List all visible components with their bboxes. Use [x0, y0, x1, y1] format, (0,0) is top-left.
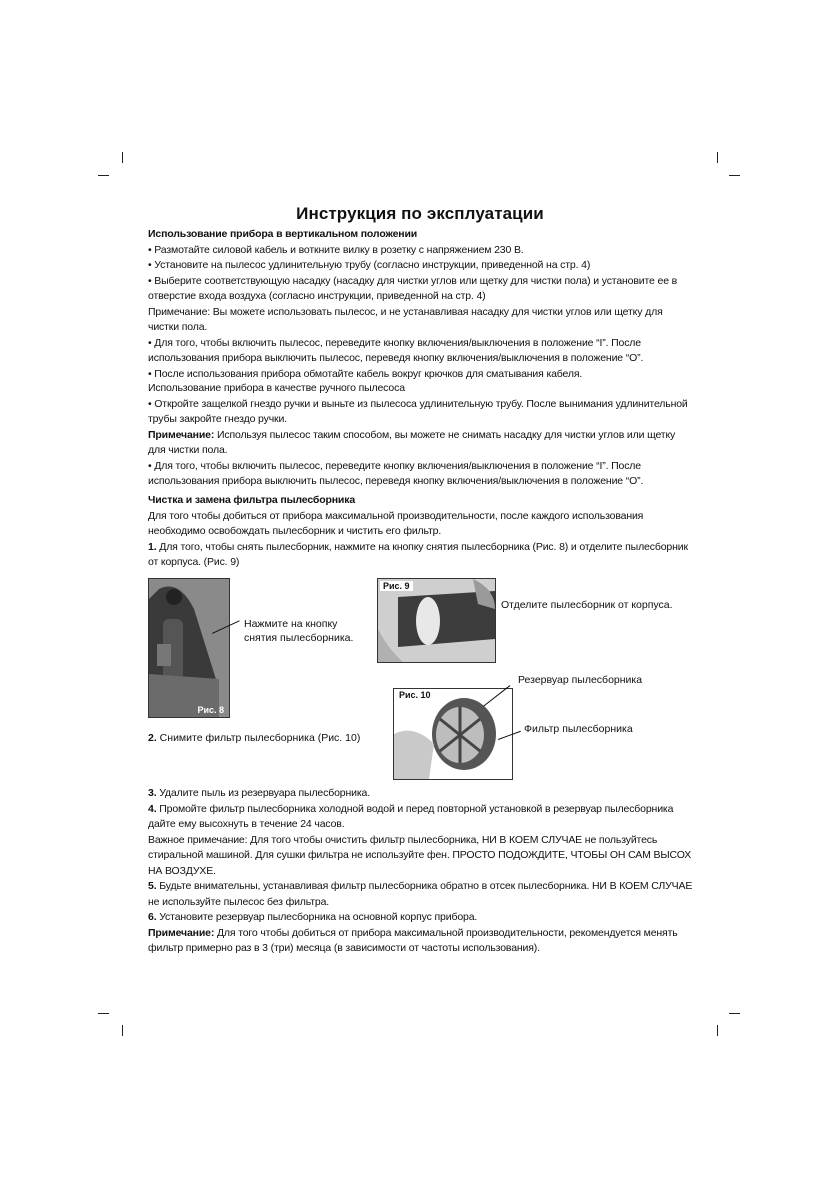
step-2: [148, 731, 378, 745]
step-number: 4.: [148, 802, 157, 815]
step-text: Для того, чтобы снять пылесборник, нажмите на кнопку снятия пылесборника (Рис. 8) и отделите пылесборник от корпуса. (Рис. 9): [148, 540, 688, 568]
crop-mark: [98, 1013, 109, 1014]
paragraph: Примечание: Вы можете использовать пылесос, и не устанавливая насадку для чистки углов или щетку для чистки пола.: [148, 305, 663, 333]
section-steps: [148, 786, 693, 957]
figure-9-image: [377, 578, 496, 663]
paragraph: • Размотайте силовой кабель и воткните вилку в розетку с напряжением 230 В.: [148, 243, 524, 256]
step-text: Снимите фильтр пылесборника (Рис. 10): [156, 732, 361, 744]
crop-mark: [98, 175, 109, 176]
paragraph: [148, 926, 693, 957]
crop-mark: [729, 1013, 740, 1014]
figure-8-image: [148, 578, 230, 718]
step-text: Удалите пыль из резервуара пылесборника.: [156, 787, 370, 799]
section-upright-use: [148, 227, 693, 382]
crop-mark: [729, 175, 740, 176]
figure-9-callout: Отделите пылесборник от корпуса.: [501, 599, 673, 611]
paragraph: • Откройте защелкой гнездо ручки и выньте из пылесоса удлинительную трубу. После вынимания удлинительной трубы закройте гнездо ручки.: [148, 397, 688, 425]
paragraph: [148, 879, 693, 910]
paragraph: Важное примечание: Для того чтобы очистить фильтр пылесборника, НИ В КОЕМ СЛУЧАЕ не пользуйтесь стиральной машиной. Для сушки фильтра не используйте фен. ПРОСТО ПОДОЖДИТЕ, ЧТОБЫ ОН САМ ВЫСОХ НА ВОЗДУХЕ.: [148, 833, 692, 877]
paragraph: [148, 786, 693, 802]
crop-mark: [122, 1025, 123, 1036]
figure-8-callout: Нажмите на кнопку снятия пылесборника.: [244, 618, 354, 644]
page-title: Инструкция по эксплуатации: [296, 204, 544, 223]
step-text: Будьте внимательны, устанавливая фильтр пылесборника обратно в отсек пылесборника. НИ В КОЕМ СЛУЧАЕ не используйте пылесос без фильтра.: [148, 880, 693, 908]
step-text: Установите резервуар пылесборника на основной корпус прибора.: [156, 911, 478, 923]
paragraph: • После использования прибора обмотайте кабель вокруг крючков для сматывания кабеля.: [148, 367, 583, 380]
paragraph: • Для того, чтобы включить пылесос, переведите кнопку включения/выключения в положение “I”. После использования прибора выключить пылесос, переведя кнопку включения/выключения в положение “O”.: [148, 336, 644, 364]
dust-container-illustration: [378, 579, 495, 662]
crop-mark: [122, 152, 123, 163]
figure-label: Рис. 8: [197, 705, 224, 715]
paragraph: • Выберите соответствующую насадку (насадку для чистки углов или щетку для чистки пола) и установите ее в отверстие входа воздуха (согласно инструкции, приведенной на стр. 4): [148, 274, 678, 302]
step-number: 3.: [148, 787, 157, 799]
paragraph: • Установите на пылесос удлинительную трубу (согласно инструкции, приведенной на стр. 4): [148, 259, 591, 271]
crop-mark: [717, 152, 718, 163]
section-filter-cleaning: [148, 493, 693, 571]
paragraph: • Для того, чтобы включить пылесос, переведите кнопку включения/выключения в положение “I”. После использования прибора выключить пылесос, переведя кнопку включения/выключения в положение “O”.: [148, 459, 644, 487]
vacuum-side-illustration: [149, 579, 229, 717]
note-label: Примечание:: [148, 428, 215, 441]
note-label: Примечание:: [148, 926, 215, 939]
section-handheld-use: [148, 381, 693, 490]
note-text: Используя пылесос таким способом, вы можете не снимать насадку для чистки углов или щетку для чистки пола.: [148, 428, 676, 456]
figure-label: Рис. 9: [380, 581, 413, 591]
section-heading: Чистка и замена фильтра пылесборника: [148, 494, 356, 506]
section-heading: Использование прибора в качестве ручного пылесоса: [148, 382, 405, 394]
figure-10-image: [393, 688, 513, 780]
figure-10-callout-filter: Фильтр пылесборника: [524, 723, 633, 735]
filter-illustration: [394, 689, 512, 779]
paragraph: [148, 802, 693, 833]
paragraph: [148, 540, 693, 571]
step-number: 2.: [148, 732, 157, 744]
step-text: Промойте фильтр пылесборника холодной водой и перед повторной установкой в резервуар пылесборника дайте ему высохнуть в течение 24 часов.: [148, 802, 674, 830]
step-number: 5.: [148, 880, 157, 892]
figure-10-callout-reservoir: Резервуар пылесборника: [518, 674, 643, 686]
step-number: 1.: [148, 540, 157, 553]
section-heading: Использование прибора в вертикальном положении: [148, 228, 418, 240]
step-number: 6.: [148, 911, 157, 923]
crop-mark: [717, 1025, 718, 1036]
figure-label: Рис. 10: [396, 690, 434, 700]
note-text: Для того чтобы добиться от прибора максимальной производительности, рекомендуется менять фильтр примерно раз в 3 (три) месяца (в зависимости от частоты использования).: [148, 926, 678, 954]
paragraph: [148, 910, 693, 926]
paragraph: [148, 428, 693, 459]
paragraph: Для того чтобы добиться от прибора максимальной производительности, после каждого использования необходимо освобождать пылесборник и чистить его фильтр.: [148, 509, 644, 537]
